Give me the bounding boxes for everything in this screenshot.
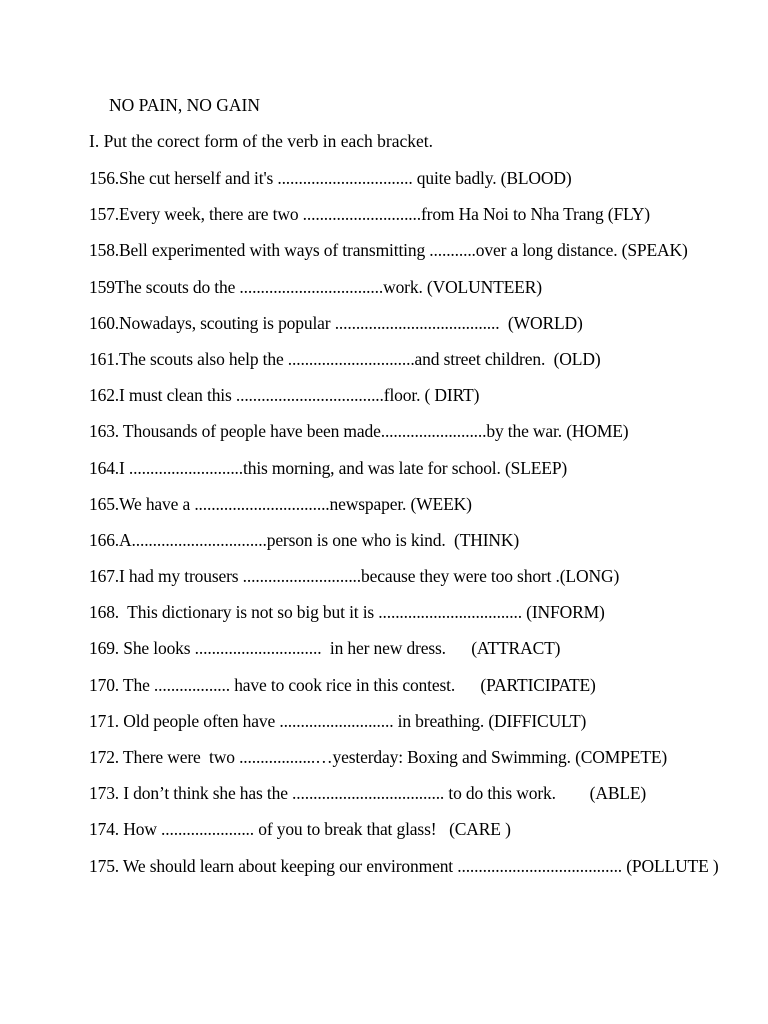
exercise-item-172: 172. There were two ..................…yesterday: Boxing and Swimming. (COMPETE)	[89, 747, 668, 767]
exercise-item-159: 159The scouts do the ..................................work. (VOLUNTEER)	[89, 276, 542, 297]
worksheet-title: NO PAIN, NO GAIN	[109, 95, 261, 115]
exercise-item-174: 174. How ...................... of you to break that glass! (CARE )	[89, 819, 511, 840]
exercise-list	[89, 166, 768, 890]
exercise-item-156: 156.She cut herself and it's ................................ quite badly. (BLOOD)	[89, 168, 572, 188]
exercise-instruction: I. Put the corect form of the verb in each bracket.	[89, 131, 434, 151]
exercise-item-160: 160.Nowadays, scouting is popular ....................................... (WORLD)	[89, 312, 583, 333]
exercise-item-165: 165.We have a ................................newspaper. (WEEK)	[89, 493, 472, 514]
exercise-item-162: 162.I must clean this ...................................floor. ( DIRT)	[89, 385, 480, 406]
exercise-item-166: 166.A................................person is one who is kind. (THINK)	[89, 529, 520, 550]
exercise-item-157: 157.Every week, there are two ............................from Ha Noi to Nha Trang (FLY)	[89, 204, 650, 225]
exercise-item-173: 173. I don’t think she has the .................................... to do this work. (ABLE)	[89, 783, 647, 804]
exercise-item-169: 169. She looks .............................. in her new dress. (ATTRACT)	[89, 638, 561, 659]
exercise-item-161: 161.The scouts also help the ..............................and street children. (OLD)	[89, 348, 601, 369]
exercise-item-171: 171. Old people often have ........................... in breathing. (DIFFICULT)	[89, 710, 587, 731]
exercise-item-170: 170. The .................. have to cook rice in this contest. (PARTICIPATE)	[89, 674, 596, 695]
exercise-item-164: 164.I ...........................this morning, and was late for school. (SLEEP)	[89, 457, 568, 478]
exercise-item-163: 163. Thousands of people have been made.........................by the war. (HOME)	[89, 421, 629, 442]
exercise-item-175: 175. We should learn about keeping our environment ....................................... (POLLUTE )	[89, 855, 719, 876]
exercise-item-158: 158.Bell experimented with ways of transmitting ...........over a long distance. (SPEAK)	[89, 240, 688, 261]
exercise-item-168: 168. This dictionary is not so big but it is .................................. (INFORM)	[89, 602, 605, 623]
exercise-item-167: 167.I had my trousers ............................because they were too short .(LONG)	[89, 566, 620, 587]
